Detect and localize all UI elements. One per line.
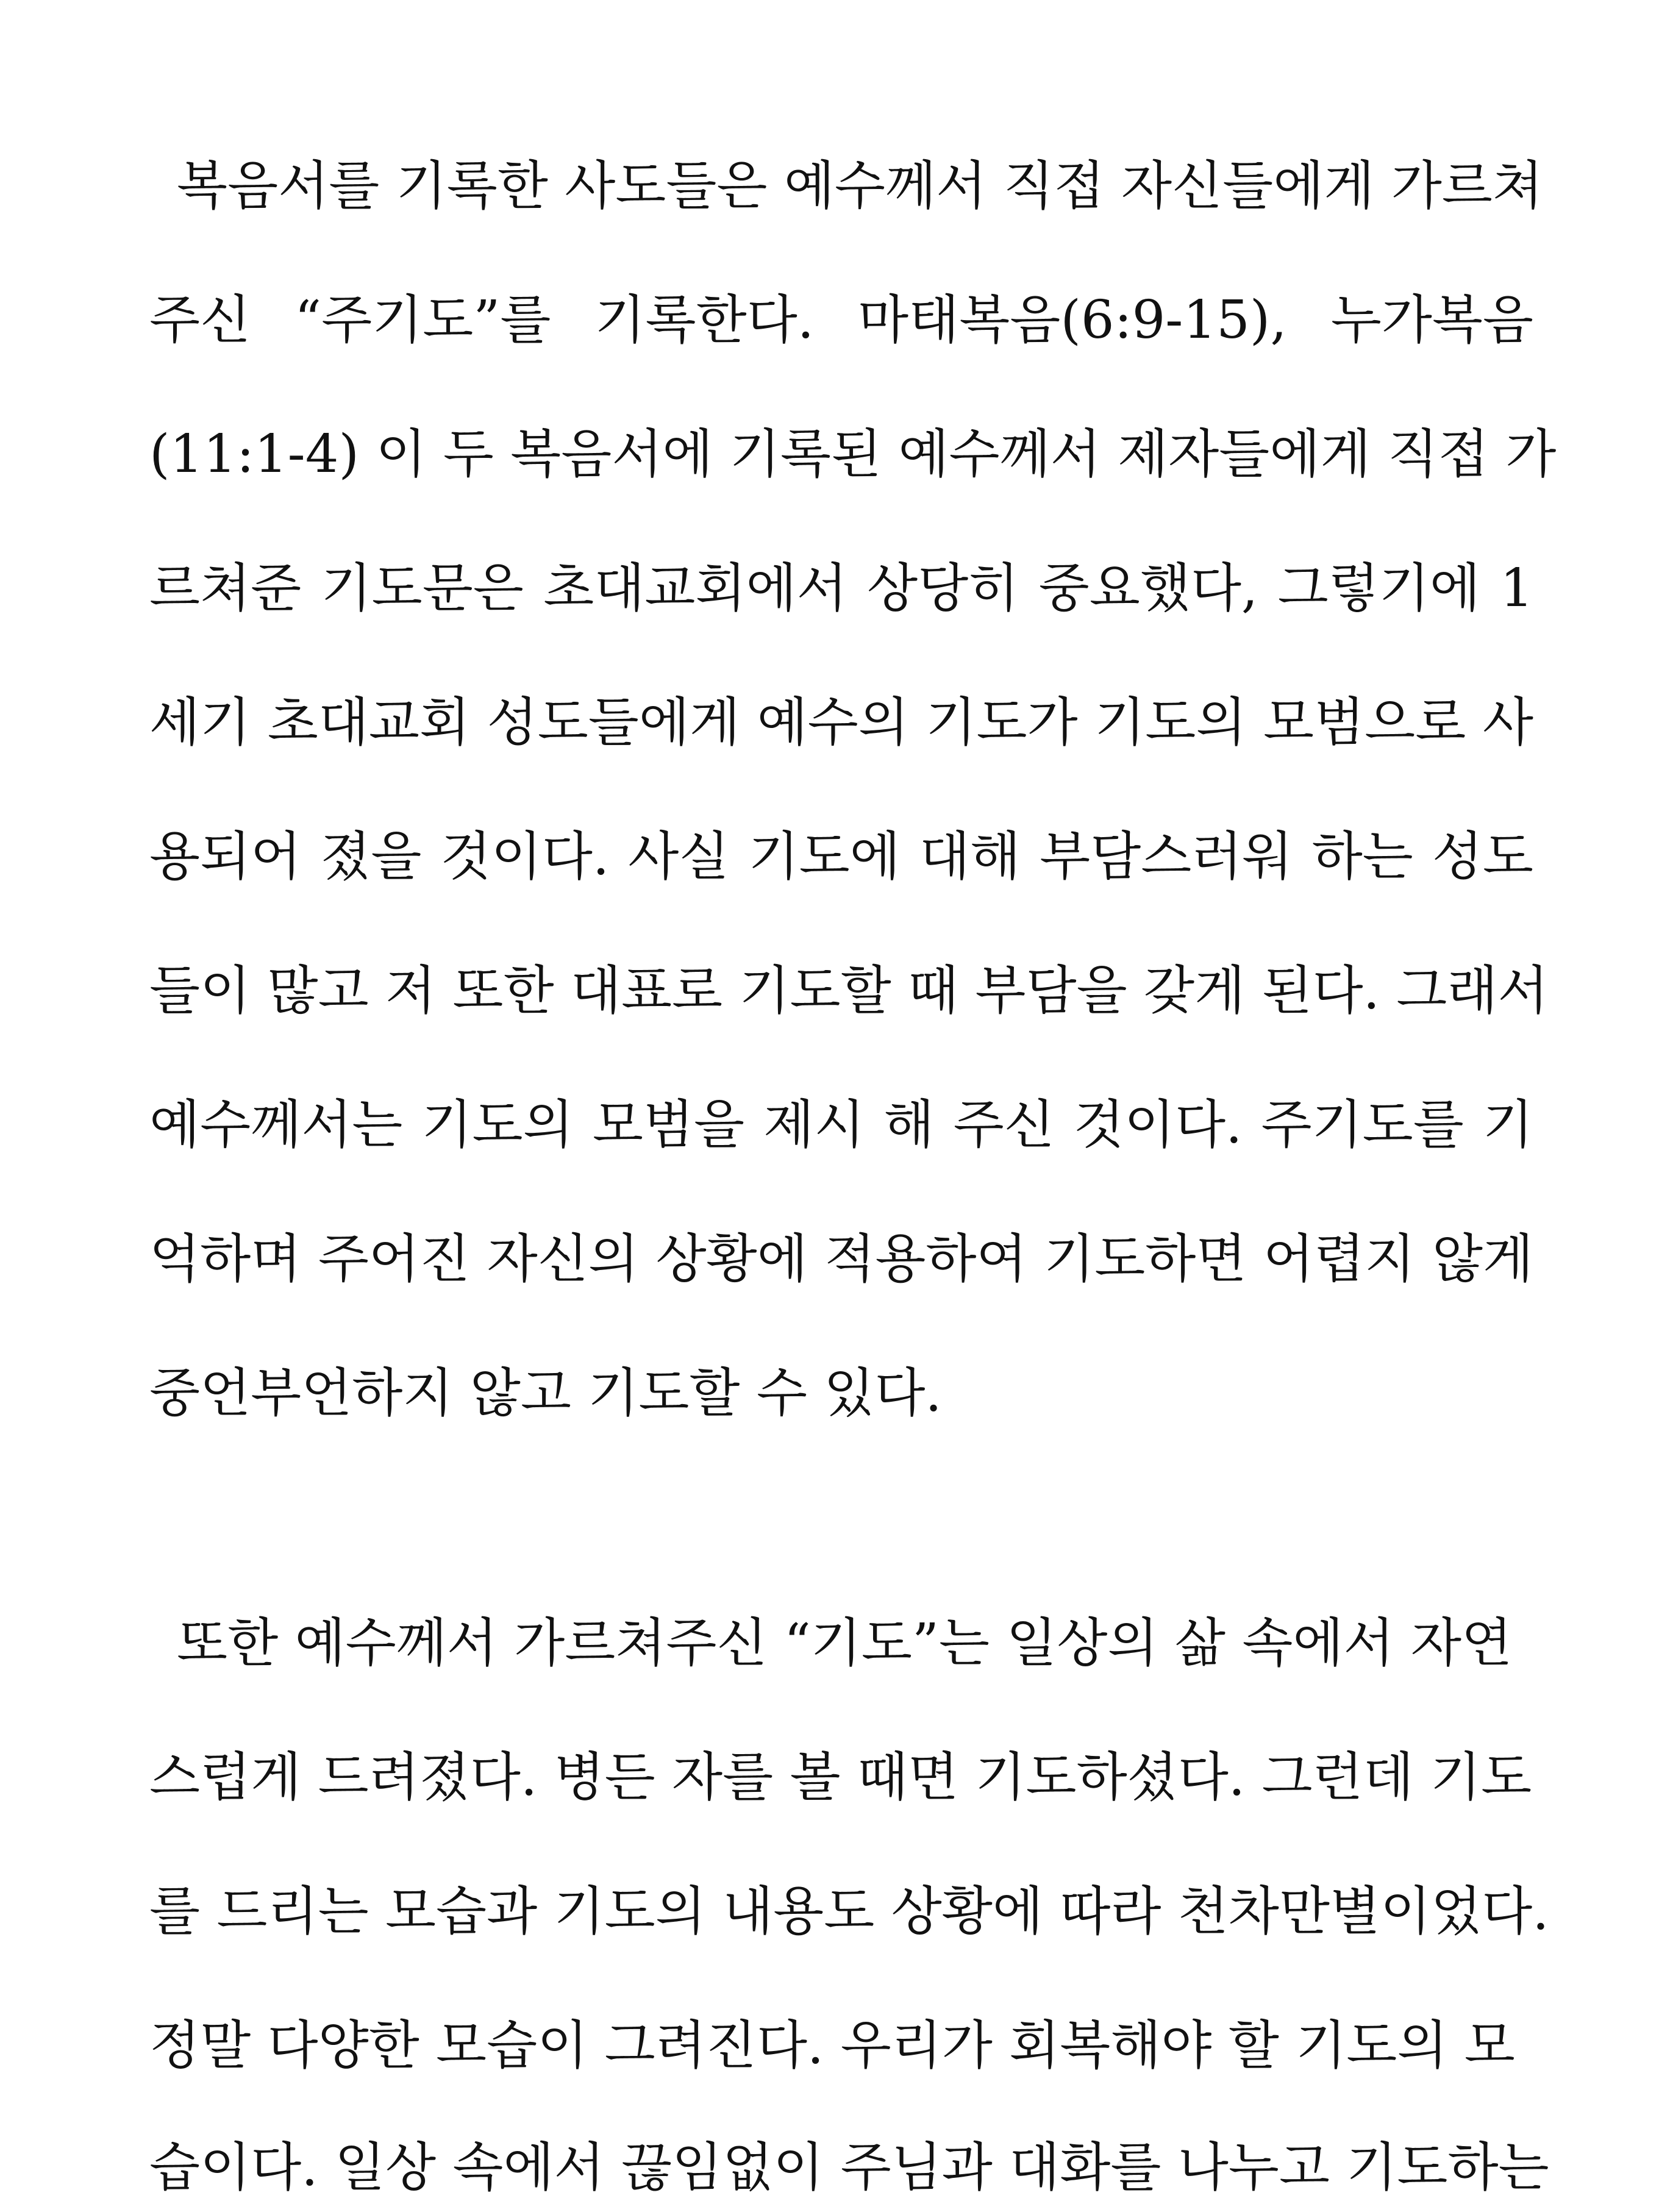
paragraph-line: 스럽게 드려졌다. 병든 자를 볼 때면 기도하셨다. 그런데 기도	[149, 1747, 1532, 1808]
paragraph-line: 세기 초대교회 성도들에게 예수의 기도가 기도의 모범으로 사	[149, 692, 1533, 753]
paragraph-line: 또한 예수께서 가르쳐주신 “기도”는 일상의 삶 속에서 자연	[177, 1613, 1513, 1674]
paragraph-line: 주신 “주기도”를 기록한다. 마태복음(6:9-15), 누가복음	[149, 290, 1533, 351]
paragraph-line: 르쳐준 기도문은 초대교회에서 상당히 중요했다, 그렇기에 1	[149, 558, 1533, 619]
paragraph-line: 들이 많고 저 또한 대표로 기도할 때 부담을 갖게 된다. 그래서	[149, 960, 1549, 1021]
paragraph-line: 를 드리는 모습과 기도의 내용도 상황에 따라 천차만별이었다.	[149, 1881, 1549, 1942]
paragraph-line: 억하며 주어진 자신의 상황에 적용하여 기도하면 어렵지 않게	[149, 1229, 1533, 1290]
paragraph-line: 정말 다양한 모습이 그려진다. 우리가 회복해야 할 기도의 모	[149, 2015, 1515, 2076]
paragraph-line: 예수께서는 기도의 모범을 제시 해 주신 것이다. 주기도를 기	[149, 1094, 1533, 1155]
paragraph-line: 중언부언하지 않고 기도할 수 있다.	[149, 1363, 942, 1424]
paragraph-line: (11:1-4) 이 두 복음서에 기록된 예수께서 제자들에게 직접 가	[149, 424, 1557, 485]
paragraph-line: 복음서를 기록한 사도들은 예수께서 직접 자신들에게 가르쳐	[177, 155, 1543, 216]
paragraph-line: 습이다. 일상 속에서 끊임없이 주님과 대화를 나누고 기도하는	[149, 2137, 1549, 2198]
paragraph-line: 용되어 졌을 것이다. 사실 기도에 대해 부담스러워 하는 성도	[149, 826, 1533, 887]
